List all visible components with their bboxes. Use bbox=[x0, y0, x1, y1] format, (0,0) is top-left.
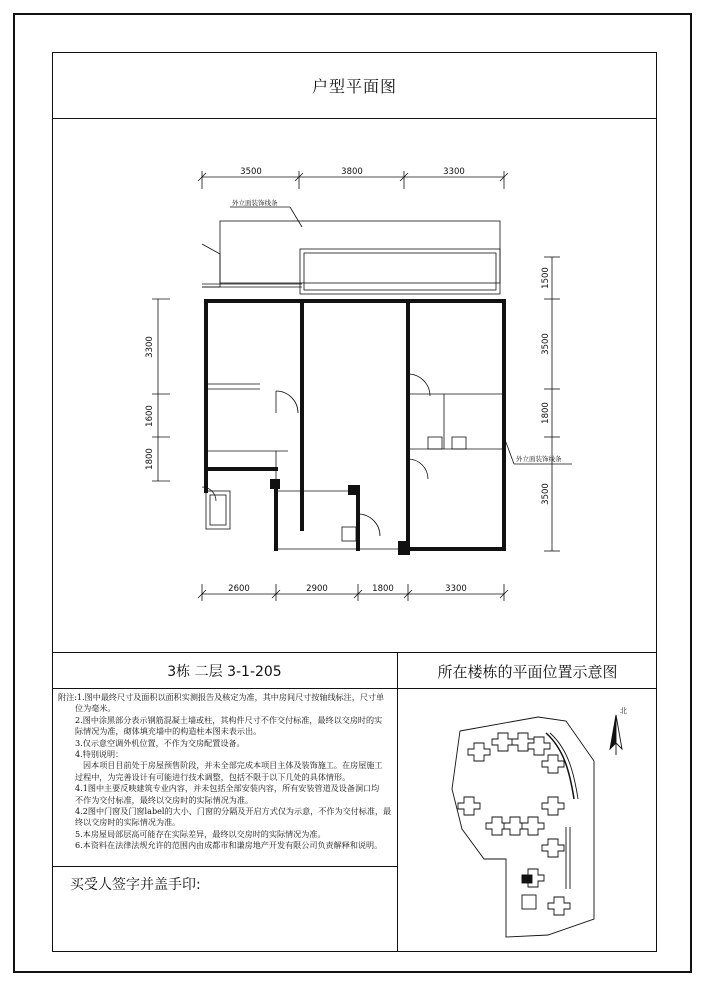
signature-label: 买受人签字并盖手印: bbox=[70, 877, 201, 893]
note-line: 因本项目目前处于房屋预售阶段，并未全部完成本项目主体及装饰施工。在房屋施工 bbox=[83, 760, 383, 771]
dim-right-1: 1500 bbox=[541, 267, 551, 289]
dim-left-3: 1800 bbox=[145, 448, 155, 470]
dim-bottom-1: 2600 bbox=[228, 584, 250, 594]
note-line: 不作为交付标准，最终以交房时的实际情况为准。 bbox=[75, 794, 254, 805]
dim-left-2: 1600 bbox=[145, 405, 155, 427]
location-label: 所在楼栋的平面位置示意图 bbox=[437, 663, 618, 681]
dim-right-4: 3500 bbox=[541, 483, 551, 505]
unit-label: 3栋 二层 3-1-205 bbox=[167, 664, 282, 680]
note-line: 过程中，为完善设计有可能进行技术调整，包括不限于以下几处的具体情形。 bbox=[75, 771, 351, 782]
note-line: 附注:1.图中最终尺寸及面积以面积实测报告及核定为准，其中房间尺寸按轴线标注，尺寸单 bbox=[58, 692, 385, 702]
dim-right-2: 3500 bbox=[541, 333, 551, 355]
annotation-top: 外立面装饰线条 bbox=[232, 199, 278, 207]
dim-left-1: 3300 bbox=[145, 336, 155, 358]
dim-top-1: 3500 bbox=[240, 167, 262, 177]
dim-top-2: 3800 bbox=[341, 167, 363, 177]
note-line: 6.本资料在法律法规允许的范围内由成都市和谦房地产开发有限公司负责解释和说明。 bbox=[75, 840, 383, 851]
notes-divider bbox=[52, 866, 398, 867]
note-line: 4.1图中主要反映建筑专业内容，并未包括全部安装内容，所有安装管道及设备洞口均 bbox=[75, 783, 380, 794]
compass-label: 北 bbox=[620, 707, 627, 715]
dim-bottom-4: 3300 bbox=[445, 584, 467, 594]
note-line: 4.特别说明： bbox=[75, 749, 124, 760]
note-line: 终以交房时的实际情况为准。 bbox=[75, 817, 181, 828]
note-line: 4.2图中门窗及门窗label的大小、门窗的分隔及开启方式仅为示意，不作为交付标准，最 bbox=[75, 806, 392, 817]
note-line: 3.仅示意空调外机位置，不作为交房配置设备。 bbox=[75, 737, 245, 748]
note-line: 2.图中涂黑部分表示钢筋混凝土墙或柱，其构件尺寸不作交付标准，最终以交房时的实 bbox=[75, 714, 383, 725]
note-line: 5.本房屋局部层高可能存在实际差异，最终以交房时的实际情况为准。 bbox=[75, 828, 326, 839]
annotation-right: 外立面装饰线条 bbox=[516, 455, 562, 463]
page-title: 户型平面图 bbox=[311, 77, 397, 96]
dim-bottom-3: 1800 bbox=[372, 584, 394, 594]
floor-plan bbox=[52, 119, 657, 651]
dim-bottom-2: 2900 bbox=[306, 584, 328, 594]
site-map bbox=[398, 689, 656, 951]
note-line: 际情况为准，砌体填充墙中的构造柱本图未表示出。 bbox=[75, 726, 262, 737]
note-line: 位为毫米。 bbox=[75, 703, 116, 714]
plan-divider bbox=[52, 652, 657, 653]
dim-top-3: 3300 bbox=[443, 167, 465, 177]
dim-right-3: 1800 bbox=[541, 402, 551, 424]
notes-block bbox=[58, 692, 396, 852]
